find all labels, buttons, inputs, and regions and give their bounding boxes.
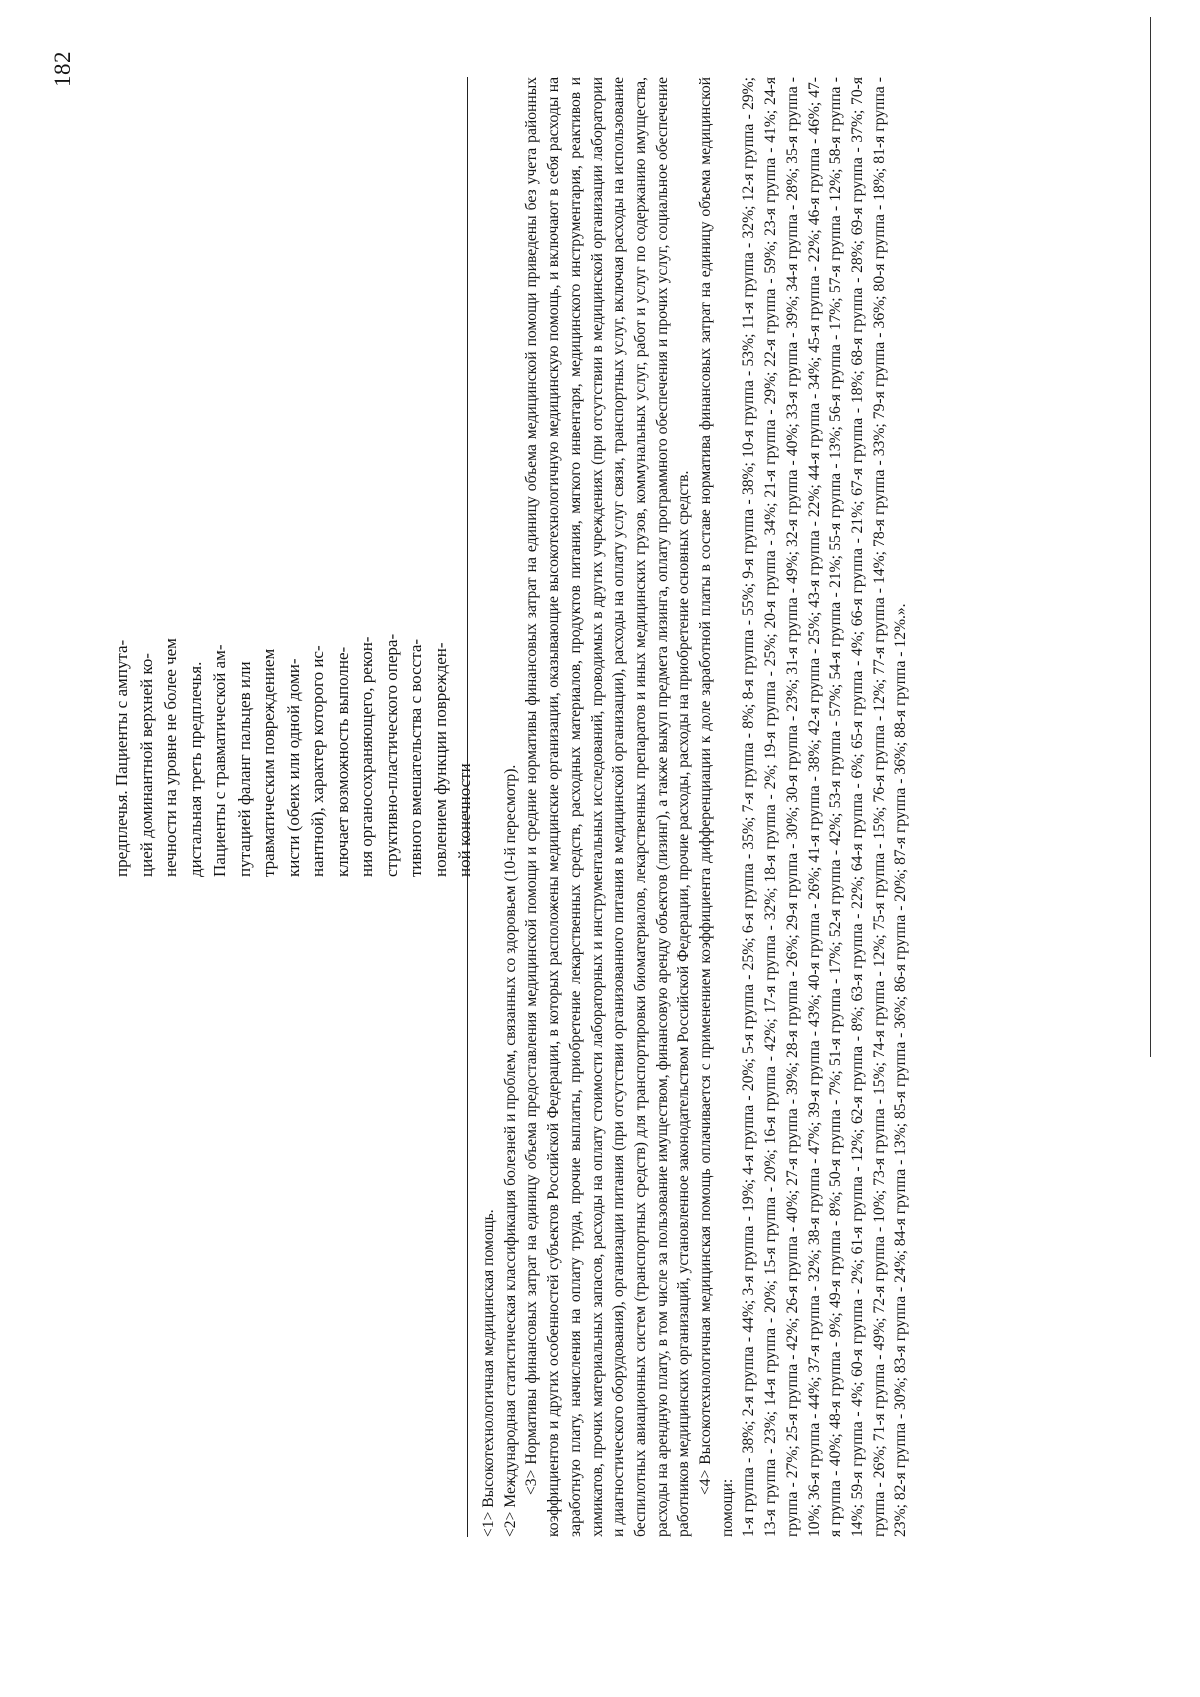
table-text-line: путацией фаланг пальцев или <box>234 661 254 877</box>
table-text-line: нечности на уровне не более чем <box>161 638 180 877</box>
table-text-line: ключает возможность выполне- <box>332 646 352 877</box>
table-text-line: дистальная треть предплечья. <box>185 661 205 877</box>
table-text-line: структивно-пластического опера- <box>381 633 401 877</box>
table-cell-continuation <box>110 457 478 877</box>
footer-rule <box>1150 17 1151 1057</box>
footnote-1: <1> Высокотехнологичная медицинская помощь. <box>480 1209 497 1537</box>
page-number: 182 <box>50 51 75 87</box>
footnote-3: <3> Нормативы финансовых затрат на единицу объема предоставления медицинской помощи и средние нормативы финансовых затрат на единицу объема медицинской помощи приведены без учета районных коэффициентов и других особенностей субъектов Российской Федерации, в которых расположены медицинские организации, оказывающие высокотехнологичную медицинскую помощь, и включают в себя расходы на заработную плату, начисления на оплату труда, прочие выплаты, приобретение лекарственных средств, расходных материалов, продуктов питания, мягкого инвентаря, медицинского инструментария, реактивов и химикатов, прочих материальных запасов, расходы на оплату стоимости лабораторных и инструментальных исследований, проводимых в других учреждениях (при отсутствии в медицинской организации лаборатории и диагностического оборудования), организации питания (при отсутствии организованного питания в медицинской организации), расходы на оплату услуг связи, транспортных услуг, включая расходы на использование беспилотных авиационных систем (транспортных средств) для транспортировки биоматериалов, лекарственных препаратов и иных медицинских грузов, коммунальных услуг, работ и услуг по содержанию имущества, расходы на арендную плату, в том числе за пользование имуществом, финансовую аренду объектов (лизинг), а также выкуп предмета лизинга, оплату программного обеспечения и прочих услуг, социальное обеспечение работников медицинских организаций, установленное законодательством Российской Федерации, прочие расходы, расходы на приобретение основных средств. <box>523 77 693 1537</box>
table-text-line: новлением функции поврежден- <box>430 642 450 877</box>
footnote-4-intro: <4> Высокотехнологичная медицинская помощь оплачивается с применением коэффициента дифференциации к доле заработной платы в составе норматива финансовых затрат на единицу объема медицинской помощи: <box>697 77 736 1537</box>
table-text-line: Пациенты с травматической ам- <box>210 644 229 877</box>
table-text-line: ной конечности <box>455 763 474 877</box>
footnotes <box>478 77 912 1537</box>
footnote-2: <2> Международная статистическая классификация болезней и проблем, связанных со здоровьем (10-й пересмотр). <box>501 764 519 1537</box>
table-text-line: травматическим повреждением <box>259 648 278 877</box>
footnote-4-groups: 1-я группа - 38%; 2-я группа - 44%; 3-я группа - 19%; 4-я группа - 20%; 5-я группа - 25%; 6-я группа - 35%; 7-я группа - 8%; 8-я группа - 55%; 9-я группа - 38%; 10-я группа - 53%; 11-я группа - 32%; 12-я группа - 29%; 13-я группа - 23%; 14-я группа - 20%; 15-я группа - 20%; 16-я группа - 42%; 17-я группа - 32%; 18-я группа - 2%; 19-я группа - 25%; 20-я группа - 34%; 21-я группа - 29%; 22-я группа - 59%; 23-я группа - 41%; 24-я группа - 27%; 25-я группа - 42%; 26-я группа - 40%; 27-я группа - 39%; 28-я группа - 26%; 29-я группа - 30%; 30-я группа - 23%; 31-я группа - 49%; 32-я группа - 40%; 33-я группа - 39%; 34-я группа - 28%; 35-я группа - 10%; 36-я группа - 44%; 37-я группа - 32%; 38-я группа - 47%; 39-я группа - 43%; 40-я группа - 26%; 41-я группа - 38%; 42-я группа - 25%; 43-я группа - 22%; 44-я группа - 34%; 45-я группа - 22%; 46-я группа - 46%; 47-я группа - 40%; 48-я группа - 9%; 49-я группа - 8%; 50-я группа - 7%; 51-я группа - 17%; 52-я группа - 42%; 53-я группа - 57%; 54-я группа - 21%; 55-я группа - 13%; 56-я группа - 17%; 57-я группа - 12%; 58-я группа - 14%; 59-я группа - 4%; 60-я группа - 2%; 61-я группа - 12%; 62-я группа - 8%; 63-я группа - 22%; 64-я группа - 6%; 65-я группа - 4%; 66-я группа - 21%; 67-я группа - 18%; 68-я группа - 28%; 69-я группа - 37%; 70-я группа - 26%; 71-я группа - 49%; 72-я группа - 10%; 73-я группа - 15%; 74-я группа - 12%; 75-я группа - 15%; 76-я группа - 12%; 77-я группа - 14%; 78-я группа - 33%; 79-я группа - 36%; 80-я группа - 18%; 81-я группа - 23%; 82-я группа - 30%; 83-я группа - 24%; 84-я группа - 13%; 85-я группа - 36%; 86-я группа - 20%; 87-я группа - 36%; 88-я группа - 12%.». <box>740 77 910 1537</box>
table-bottom-rule <box>467 77 468 1537</box>
table-text-line: нантной), характер которого ис- <box>308 645 327 877</box>
table-text-line: цией доминантной верхней ко- <box>136 653 156 877</box>
table-text-line: предплечья. Пациенты с ампута- <box>112 639 131 877</box>
table-text-line: кисти (обеих или одной доми- <box>283 658 303 877</box>
table-text-line: тивного вмешательства с восста- <box>406 638 425 877</box>
table-text-line: ния органосохраняющего, рекон- <box>357 636 376 877</box>
